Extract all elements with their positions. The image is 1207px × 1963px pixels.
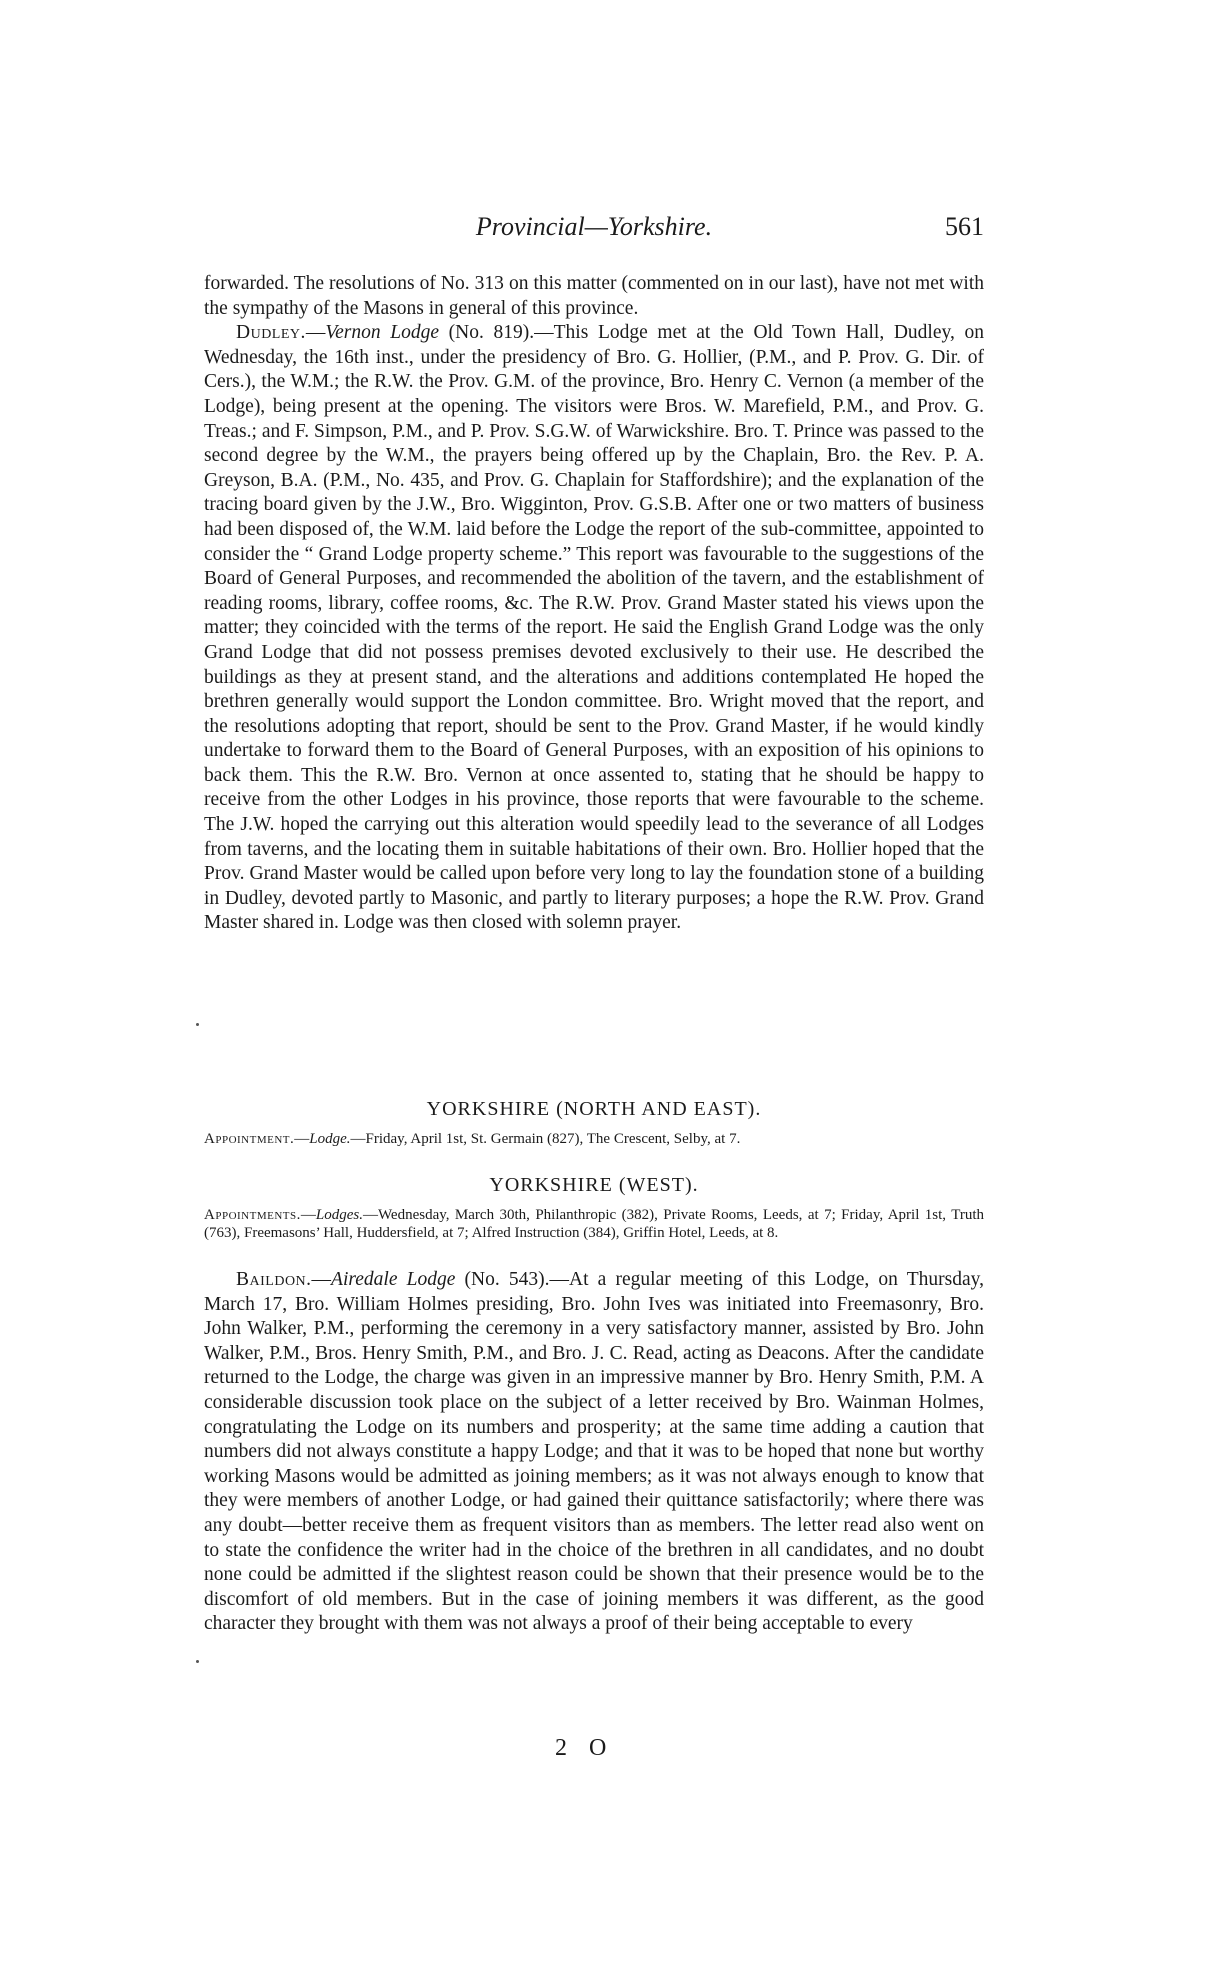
baildon-paragraph xyxy=(204,1268,984,1637)
margin-speck xyxy=(196,1660,199,1663)
page-number: 561 xyxy=(945,212,984,241)
baildon-lodge-name: Airedale Lodge xyxy=(331,1269,456,1290)
intro-paragraph: forwarded. The resolutions of No. 313 on this matter (commented on in our last), have not met with the sympathy of the Masons in general of this province. xyxy=(204,273,984,319)
yorkshire-north-heading: YORKSHIRE (NORTH AND EAST). xyxy=(426,1098,762,1120)
baildon-body: (No. 543).—At a regular meeting of this Lodge, on Thursday, March 17, Bro. William Holmes presiding, Bro. John Ives was initiated into Freemasonry, Bro. John Walker, P.M., performing the ceremony in a very satisfactory manner, assisted by Bro. John Walker, P.M., Bros. Henry Smith, P.M., and Bro. J. C. Read, acting as Deacons. After the candidate returned to the Lodge, the charge was given in an impressive manner by Bro. Henry Smith, P.M. A considerable discussion took place on the subject of a letter received by Bro. Wainman Holmes, congratulating the Lodge on its numbers and prosperity; at the same time adding a caution that numbers did not always constitute a happy Lodge; and that it was to be hoped that none but worthy working Masons would be admitted as joining members; as it was not always enough to know that they were members of another Lodge, or had gained their quittance satisfactorily; where there was any doubt—better receive them as frequent visitors than as members. The letter read also went on to state the confidence the writer had in the choice of the brethren in all candidates, and no doubt none could be admitted if the slightest reason could be shown that their presence would be to the discomfort of old members. But in the case of joining members it was different, as the good character they brought with them was not always a proof of their being acceptable to every xyxy=(204,1269,984,1635)
running-header xyxy=(204,212,984,252)
west-appointments-lodge: Lodges. xyxy=(315,1207,363,1223)
baildon-section xyxy=(204,1268,984,1637)
west-appointments-lead: Appointments. xyxy=(204,1207,301,1223)
yorkshire-west-notice xyxy=(204,1206,984,1242)
baildon-lead: Baildon. xyxy=(236,1269,312,1290)
dudley-lead: Dudley. xyxy=(236,322,306,344)
dudley-body: (No. 819).—This Lodge met at the Old Town Hall, Dudley, on Wednesday, the 16th inst., under the presidency of Bro. G. Hollier, (P.M., and P. Prov. G. Dir. of Cers.), the W.M.; the R.W. the Prov. G.M. of the province, Bro. Henry C. Vernon (a member of the Lodge), being present at the opening. The visitors were Bros. W. Marefield, P.M., and Prov. G. Treas.; and F. Simpson, P.M., and P. Prov. S.G.W. of Warwickshire. Bro. T. Prince was passed to the second degree by the W.M., the prayers being offered up by the Chaplain, Bro. the Rev. P. A. Greyson, B.A. (P.M., No. 435, and Prov. G. Chaplain for Staffordshire); and the explanation of the tracing board given by the J.W., Bro. Wigginton, Prov. G.S.B. After one or two matters of business had been disposed of, the W.M. laid before the Lodge the report of the sub-committee, appointed to consider the “ Grand Lodge property scheme.” This report was favourable to the suggestions of the Board of General Purposes, and recommended the abolition of the tavern, and the establishment of reading rooms, library, coffee rooms, &c. The R.W. Prov. Grand Master stated his views upon the matter; they coincided with the terms of the report. He said the English Grand Lodge was the only Grand Lodge that did not possess premises devoted exclusively to their use. He described the buildings as they at present stand, and the alterations and additions contemplated He hoped the brethren generally would support the London committee. Bro. Wright moved that the report, and the resolutions adopting that report, should be sent to the Prov. Grand Master, if he would kindly undertake to forward them to the Board of General Purposes, with an exposition of his opinions to back them. This the R.W. Bro. Vernon at once assented to, stating that he should be happy to receive from the other Lodges in his province, those reports that were favourable to the scheme. The J.W. hoped the carrying out this alteration would speedily lead to the severance of all Lodges from taverns, and the locating them in suitable habitations of their own. Bro. Hollier hoped that the Prov. Grand Master would be called upon before very long to lay the foundation stone of a building in Dudley, devoted partly to Masonic, and partly to literary purposes; a hope the R.W. Prov. Grand Master shared in. Lodge was then closed with solemn prayer. xyxy=(204,322,984,934)
dudley-section xyxy=(204,272,984,936)
north-appointment-dash: — xyxy=(294,1131,310,1147)
west-appointments-body: —Wednesday, March 30th, Philanthropic (382), Private Rooms, Leeds, at 7; Friday, April 1st, Truth (763), Freemasons’ Hall, Huddersfield, at 7; Alfred Instruction (384), Griffin Hotel, Leeds, at 8. xyxy=(204,1207,984,1241)
margin-speck xyxy=(196,1023,199,1026)
yorkshire-west-heading: YORKSHIRE (WEST). xyxy=(489,1174,699,1196)
baildon-dash: — xyxy=(311,1269,332,1290)
west-appointments-dash: — xyxy=(300,1207,316,1223)
dudley-dash: — xyxy=(305,322,326,344)
printer-signature: 2 O xyxy=(555,1735,615,1761)
yorkshire-north-notice xyxy=(204,1130,984,1148)
north-appointment-body: —Friday, April 1st, St. Germain (827), The Crescent, Selby, at 7. xyxy=(350,1131,741,1147)
dudley-lodge-name: Vernon Lodge xyxy=(325,322,440,344)
north-appointment-lodge: Lodge. xyxy=(309,1131,351,1147)
dudley-paragraph xyxy=(204,321,984,936)
page-title: Provincial—Yorkshire. xyxy=(475,212,713,241)
north-appointment-lead: Appointment. xyxy=(204,1131,295,1147)
